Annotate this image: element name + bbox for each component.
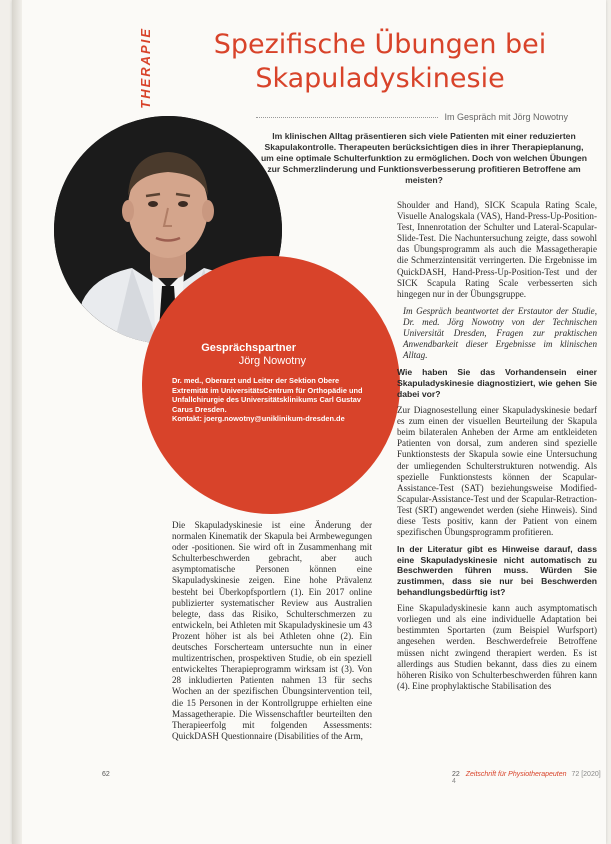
interview-question: In der Literatur gibt es Hinweise darauf, dass eine Skapuladyskinesie nicht automatisch zu Beschwerden führen muss. Würden Sie zustimmen, dass sie nur bei Beschwerden behandlungsbedürftig ist?	[397, 544, 597, 597]
interview-question: Wie haben Sie das Vorhandensein einer Skapuladyskinesie diagnostiziert, wie gehen Sie dabei vor?	[397, 367, 597, 399]
page-footer	[452, 771, 606, 785]
article-title-line-1: Spezifische Übungen bei	[213, 29, 547, 60]
issue-number: 72 [2020] 4	[452, 771, 601, 785]
magazine-name: Zeitschrift für Physiotherapeuten	[465, 771, 567, 778]
partner-role: Gesprächspartner	[201, 342, 296, 354]
partner-info	[172, 342, 376, 424]
article-title	[190, 28, 570, 96]
left-text-column	[172, 520, 372, 748]
page-number-left: 62	[102, 771, 110, 778]
section-label: THERAPIE	[138, 27, 153, 109]
interview-label: Im Gespräch mit Jörg Nowotny	[444, 112, 568, 122]
body-paragraph: Die Skapuladyskinesie ist eine Änderung der normalen Kinematik der Skapula bei Armbewegungen oder -positionen. Sie wird oft in Zusammenhang mit Schulterbeschwerden gebracht, aber auch asymptomatische Personen können eine Skapuladyskinesie zeigen. Eine hohe Prävalenz besteht bei Überkopfsportlern (1). Ein 2017 online publizierter systematischer Review aus Australien belegte, dass das Risiko, Schulterschmerzen zu entwickeln, bei Athleten mit Skapuladyskinesie um 43 Prozent höher ist als bei Athleten ohne (2). Ein deutsches Forscherteam untersuchte nun in einer multizentrischen, prospektiven Studie, ob ein speziell entwickeltes Therapieprogramm wirksam ist (3). Von 28 inkludierten Patienten nahmen 13 für sechs Wochen an der spezifischen Übungsintervention teil, die 15 Personen in der Kontrollgruppe erhielten eine Massagetherapie. Die Wissenschaftler beurteilten den Therapieerfolg mit folgenden Assessments: QuickDASH Questionnaire (Disabilities of the Arm,	[172, 520, 372, 741]
body-paragraph: Shoulder and Hand), SICK Scapula Rating Scale, Visuelle Analogskala (VAS), Hand-Press-Up-Position-Test, Innenrotation der Schulter und Lateral-Scapular-Slide-Test. Die Nachuntersuchung zeigte, dass sowohl das Übungsprogramm als auch die Massagetherapie die Schmerzintensität verringerten. Die Ergebnisse im QuickDASH, Hand-Press-Up-Position-Test und der SICK Scapula Rating Scale verbesserten sich hingegen nur in der Übungsgruppe.	[397, 200, 597, 299]
interview-intro-note: Im Gespräch beantwortet der Erstautor der Studie, Dr. med. Jörg Nowotny von der Technischen Universität Dresden, Fragen zur praktischen Anwendbarkeit dieser Ergebnisse im klinischen Alltag.	[403, 305, 597, 361]
partner-description: Dr. med., Oberarzt und Leiter der Sektion Obere Extremität im UniversitätsCentrum für Orthopädie und Unfallchirurgie des Universitätsklinikums Carl Gustav Carus Dresden.	[172, 376, 363, 414]
partner-name: Jörg Nowotny	[238, 355, 306, 367]
article-title-line-2: Skapuladyskinesie	[255, 63, 505, 94]
magazine-page	[12, 0, 606, 844]
interview-byline	[256, 112, 568, 122]
page-number-right: 22	[452, 771, 460, 778]
article-lead: Im klinischen Alltag präsentieren sich viele Patienten mit einer reduzierten Skapulakontrolle. Therapeuten berücksichtigen dies in ihrer Therapieplanung, um eine optimale Schulterfunktion zu ermöglichen. Doch von welchen Übungen zur Schmerzlinderung und Funktionsverbesserung profitieren Betroffene am meisten?	[260, 131, 588, 185]
partner-contact: Kontakt: joerg.nowotny@uniklinikum-dresden.de	[172, 414, 345, 424]
interview-answer: Zur Diagnosestellung einer Skapuladyskinesie bedarf es zum einen der visuellen Beurteilung der Skapula beim bilateralen Anheben der Arme am entkleideten Patienten von dorsal, zum anderen sind spezielle Funktionstests der Skapula sowie eine Untersuchung der umliegenden Schulterstrukturen notwendig. Als spezielle Funktionstests können der Scapular-Assistance-Test (SAT) beziehungsweise Modified-Scapular-Assistance-Test und der Scapular-Retraction-Test (SRT) angewendet werden (siehe Hinweis). Sind diese Tests positiv, kann der Patient von einem spezifischen Übungsprogramm profitieren.	[397, 405, 597, 538]
page-spine-shadow	[12, 0, 22, 844]
right-text-column	[397, 200, 597, 698]
dotted-rule	[256, 117, 438, 118]
interview-answer: Eine Skapuladyskinesie kann auch asymptomatisch vorliegen und als eine individuelle Adaptation bei bestimmten Sportarten (zum Beispiel Wurfsport) angesehen werden. Beschwerdefreie Betroffene müssen nicht zwingend therapiert werden. Es ist allerdings aus Studien bekannt, dass dies zu einem höheren Risiko von Schulterbeschwerden führen kann (4). Eine prophylaktische Stabilisation des	[397, 603, 597, 691]
